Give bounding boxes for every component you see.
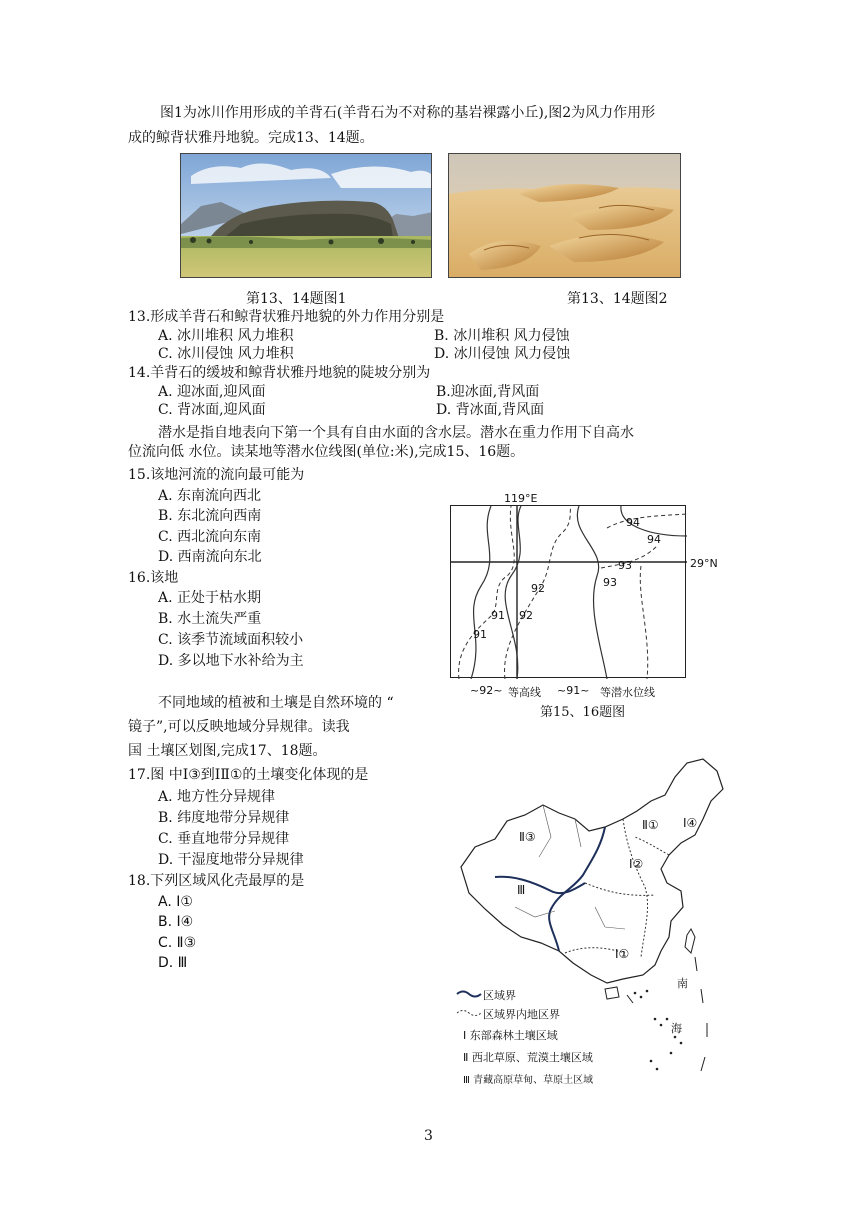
figure-2-illustration	[448, 153, 681, 278]
contour-label-94-a: 94	[626, 516, 640, 529]
q18-option-c: C. Ⅱ③	[158, 935, 197, 951]
q15-option-c: C. 西北流向东南	[158, 529, 262, 545]
legend-water-sample: ~91~	[557, 684, 590, 697]
intro-paragraph-2-line1: 潜水是指自地表向下第一个具有自由水面的含水层。潜水在重力作用下自高水	[158, 425, 634, 441]
q17-option-a: A. 地方性分异规律	[158, 789, 276, 805]
figure-1-caption: 第13、14题图1	[246, 291, 347, 307]
region-label-iii: Ⅲ	[517, 883, 526, 897]
q18-option-a: A. Ⅰ①	[158, 894, 193, 910]
q18-option-d: D. Ⅲ	[158, 955, 188, 971]
contour-label-92-a: 92	[531, 582, 545, 595]
q15-option-a: A. 东南流向西北	[158, 488, 262, 504]
sea-label-nan: 南	[677, 977, 688, 990]
water-table-contour-map	[450, 505, 686, 678]
contour-label-93-a: 93	[618, 559, 632, 572]
q16-option-d: D. 多以地下水补给为主	[158, 653, 304, 669]
latitude-label: 29°N	[690, 557, 718, 570]
region-label-i1: Ⅰ①	[615, 947, 630, 961]
q14-option-b: B.迎冰面,背风面	[436, 384, 540, 400]
question-16-stem: 16.该地	[128, 570, 179, 586]
q14-option-d: D. 背冰面,背风面	[436, 402, 545, 418]
q14-option-a: A. 迎冰面,迎风面	[158, 384, 266, 400]
q16-option-b: B. 水土流失严重	[158, 611, 262, 627]
contour-map-caption: 第15、16题图	[540, 705, 626, 720]
region-label-i2: Ⅰ②	[629, 857, 644, 871]
sea-label-hai: 海	[671, 1022, 682, 1035]
question-18-stem: 18.下列区域风化壳最厚的是	[128, 873, 305, 889]
legend-contour-sample: ~92~	[470, 684, 503, 697]
q13-option-b: B. 冰川堆积 风力侵蚀	[434, 328, 570, 344]
intro-paragraph-3-line2: 镜子”,可以反映地域分异规律。读我	[128, 719, 350, 735]
intro-paragraph-2-line2: 位流向低 水位。读某地等潜水位线图(单位:米),完成15、16题。	[128, 444, 525, 460]
legend-region-i: Ⅰ 东部森林土壤区域	[463, 1029, 558, 1042]
q17-option-d: D. 干湿度地带分异规律	[158, 852, 304, 868]
legend-subregion-boundary: 区域界内地区界	[483, 1008, 560, 1021]
question-17-stem: 17.图 中Ⅰ③到ⅠⅡ①的土壤变化体现的是	[128, 767, 369, 783]
question-14-stem: 14.羊背石的缓坡和鲸背状雅丹地貌的陡坡分别为	[128, 365, 431, 381]
contour-label-91-b: 91	[473, 628, 487, 641]
q13-option-c: C. 冰川侵蚀 风力堆积	[158, 346, 294, 362]
contour-label-94-b: 94	[647, 533, 661, 546]
figure-2-caption: 第13、14题图2	[567, 291, 668, 307]
region-label-ii1: Ⅱ①	[642, 818, 659, 832]
contour-label-91-a: 91	[491, 609, 505, 622]
q18-option-b: B. Ⅰ④	[158, 914, 194, 930]
intro-paragraph-3-line3: 国 土壤区划图,完成17、18题。	[128, 743, 327, 759]
roche-moutonnee-illustration	[181, 154, 432, 278]
legend-water-label: 等潜水位线	[600, 686, 655, 699]
q17-option-c: C. 垂直地带分异规律	[158, 831, 290, 847]
region-label-ii3: Ⅱ③	[519, 830, 536, 844]
intro-paragraph-3-line1: 不同地域的植被和土壤是自然环境的 “	[158, 695, 394, 711]
intro-paragraph-1-line1: 图1为冰川作用形成的羊背石(羊背石为不对称的基岩裸露小丘),图2为风力作用形	[160, 105, 656, 121]
legend-contour-label: 等高线	[508, 686, 541, 699]
q13-option-a: A. 冰川堆积 风力堆积	[158, 328, 294, 344]
legend-region-iii: Ⅲ 青藏高原草甸、草原土区域	[463, 1075, 594, 1086]
legend-region-ii: Ⅱ 西北草原、荒漠土壤区域	[463, 1051, 593, 1064]
q14-option-c: C. 背冰面,迎风面	[158, 402, 266, 418]
region-label-i4: Ⅰ④	[683, 816, 698, 830]
china-soil-region-map	[455, 757, 730, 1086]
contour-lines	[451, 506, 687, 679]
intro-paragraph-1-line2: 成的鲸背状雅丹地貌。完成13、14题。	[128, 130, 374, 146]
q13-option-d: D. 冰川侵蚀 风力侵蚀	[434, 346, 571, 362]
figure-1-photo	[180, 153, 432, 278]
question-13-stem: 13.形成羊背石和鲸背状雅丹地貌的外力作用分别是	[128, 309, 445, 325]
q15-option-d: D. 西南流向东北	[158, 549, 262, 565]
longitude-label: 119°E	[504, 492, 538, 505]
legend-region-boundary: 区域界	[483, 989, 516, 1002]
contour-label-93-b: 93	[603, 576, 617, 589]
question-15-stem: 15.该地河流的流向最可能为	[128, 467, 305, 483]
q16-option-a: A. 正处于枯水期	[158, 590, 262, 606]
q17-option-b: B. 纬度地带分异规律	[158, 810, 290, 826]
yardang-illustration	[449, 154, 681, 278]
q15-option-b: B. 东北流向西南	[158, 508, 262, 524]
contour-label-92-b: 92	[519, 609, 533, 622]
q16-option-c: C. 该季节流域面积较小	[158, 632, 304, 648]
page-number: 3	[424, 1128, 433, 1144]
